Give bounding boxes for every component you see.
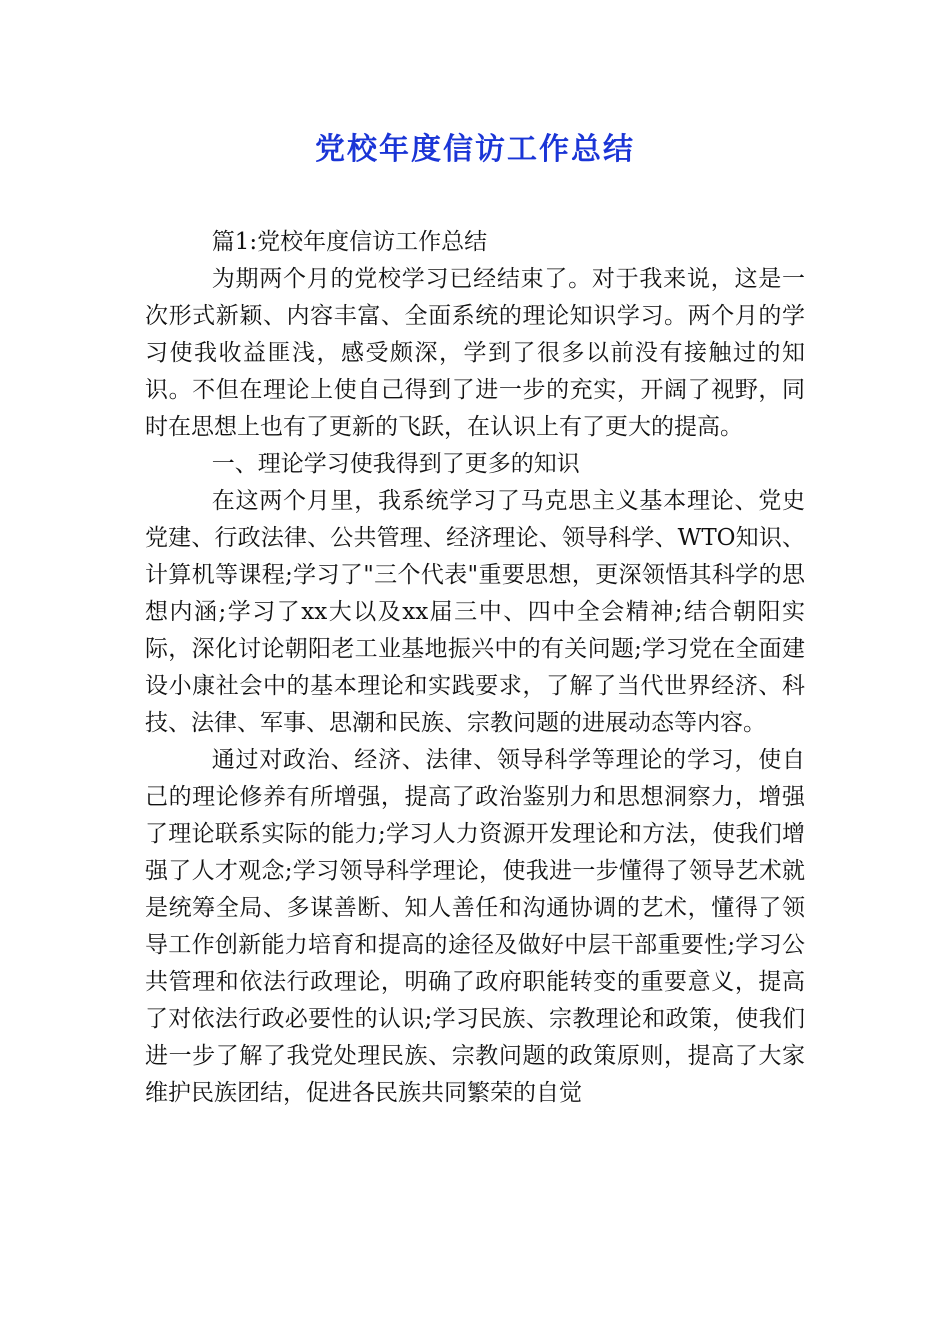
paragraph: 为期两个月的党校学习已经结束了。对于我来说，这是一次形式新颖、内容丰富、全面系统的理论知识学习。两个月的学习使我收益匪浅，感受颇深，学到了很多以前没有接触过的知识。不但在理论上使自己得到了进一步的充实，开阔了视野，同时在思想上也有了更新的飞跃，在认识上有了更大的提高。 <box>145 266 805 440</box>
paragraph-heading: 篇1:党校年度信访工作总结 <box>211 229 488 255</box>
document-body <box>145 224 805 1112</box>
paragraph: 在这两个月里，我系统学习了马克思主义基本理论、党史党建、行政法律、公共管理、经济理论、领导科学、WTO知识、计算机等课程;学习了"三个代表"重要思想，更深领悟其科学的思想内涵;学习了xx大以及xx届三中、四中全会精神;结合朝阳实际，深化讨论朝阳老工业基地振兴中的有关问题;学习党在全面建设小康社会中的基本理论和实践要求，了解了当代世界经济、科技、法律、军事、思潮和民族、宗教问题的进展动态等内容。 <box>145 488 805 736</box>
document-title: 党校年度信访工作总结 <box>315 132 635 167</box>
paragraph: 通过对政治、经济、法律、领导科学等理论的学习，使自己的理论修养有所增强，提高了政治鉴别力和思想洞察力，增强了理论联系实际的能力;学习人力资源开发理论和方法，使我们增强了人才观念;学习领导科学理论，使我进一步懂得了领导艺术就是统筹全局、多谋善断、知人善任和沟通协调的艺术，懂得了领导工作创新能力培育和提高的途径及做好中层干部重要性;学习公共管理和依法行政理论，明确了政府职能转变的重要意义，提高了对依法行政必要性的认识;学习民族、宗教理论和政策，使我们进一步了解了我党处理民族、宗教问题的政策原则，提高了大家维护民族团结，促进各民族共同繁荣的自觉 <box>145 747 805 1106</box>
section-heading: 一、理论学习使我得到了更多的知识 <box>211 451 580 477</box>
